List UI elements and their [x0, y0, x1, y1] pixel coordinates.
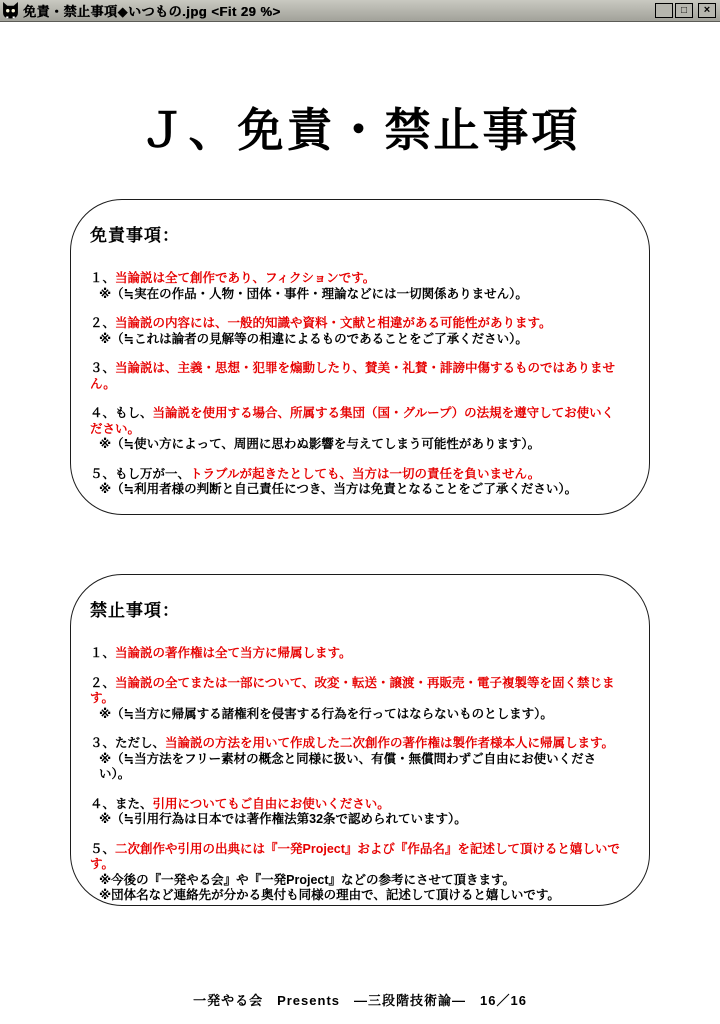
item-note: ※（≒利用者様の判断と自己責任につき、当方は免責となることをご了承ください）。: [99, 482, 578, 496]
list-item: [90, 316, 623, 347]
image-viewport: [0, 22, 720, 1024]
list-item: [90, 646, 623, 662]
item-note: ※（≒これは論者の見解等の相違によるものであることをご了承ください）。: [99, 331, 528, 346]
item-number: ４、もし、: [90, 406, 153, 420]
item-note: ※団体名など連絡先が分かる奥付も同様の理由で、記述して頂けると嬉しいです。: [99, 888, 560, 902]
item-note: ※今後の『一発やる会』や『一発Project』などの参考にさせて頂きます。: [99, 872, 516, 887]
cat-icon[interactable]: [2, 2, 19, 19]
minimize-button[interactable]: _: [655, 3, 673, 18]
window-controls: [653, 3, 716, 18]
prohibition-box: [70, 574, 650, 906]
list-item: [90, 467, 623, 498]
item-number: ５、: [90, 841, 116, 856]
item-text: 引用についてもご自由にお使いください。: [152, 796, 390, 811]
list-item: [90, 271, 623, 302]
list-item: [90, 736, 623, 783]
item-text: 当論説の全てまたは一部について、改変・転送・譲渡・再販売・電子複製等を固く禁じます。: [90, 675, 615, 705]
title-bar[interactable]: [0, 0, 720, 22]
item-number: ３、: [90, 361, 116, 375]
item-text: 当論説は全て創作であり、フィクションです。: [115, 271, 376, 285]
prohibition-heading: 禁止事項：: [90, 601, 180, 620]
item-number: ３、ただし、: [90, 736, 166, 750]
list-item: [90, 797, 623, 828]
item-note: ※（≒引用行為は日本では著作権法第32条で認められています）。: [99, 812, 467, 826]
close-button[interactable]: ×: [698, 3, 716, 18]
item-number: １、: [90, 646, 116, 660]
item-number: ２、: [90, 316, 116, 330]
item-text: 当論説の方法を用いて作成した二次創作の著作権は製作者様本人に帰属します。: [165, 736, 615, 750]
list-item: [90, 842, 623, 904]
disclaimer-heading: 免責事項：: [90, 226, 180, 245]
item-number: ４、また、: [90, 796, 153, 811]
item-text: 当論説は、主義・思想・犯罪を煽動したり、賛美・礼賛・誹謗中傷するものではありません。: [90, 361, 616, 391]
item-number: １、: [90, 271, 116, 285]
item-note: ※（≒当方法をフリー素材の概念と同様に扱い、有償・無償問わずご自由にお使いください）。: [99, 751, 597, 781]
list-item: [90, 406, 623, 453]
item-text: 当論説の著作権は全て当方に帰属します。: [115, 646, 352, 660]
item-text: 当論説を使用する場合、所属する集団（国・グループ）の法規を遵守してお使いください。: [90, 406, 615, 436]
item-text: 当論説の内容には、一般的知識や資料・文献と相違がある可能性があります。: [115, 316, 552, 330]
item-number: ５、もし万が一、: [90, 466, 191, 481]
maximize-button[interactable]: □: [675, 3, 693, 18]
item-number: ２、: [90, 675, 116, 690]
page-title: Ｊ、免責・禁止事項: [139, 104, 581, 156]
item-note: ※（≒当方に帰属する諸権利を侵害する行為を行ってはならないものとします）。: [99, 706, 553, 721]
disclaimer-box: [70, 199, 650, 515]
window-title: 免責・禁止事項◆いつもの.jpg <Fit 29 %>: [23, 4, 281, 19]
item-note: ※（≒使い方によって、周囲に思わぬ影響を与えてしまう可能性があります）。: [99, 437, 541, 451]
page-footer: 一発やる会 Presents ―三段階技術論― 16／16: [193, 993, 527, 1008]
list-item: [90, 361, 623, 392]
list-item: [90, 676, 623, 723]
item-text: 二次創作や引用の出典には『一発Project』および『作品名』を記述して頂けると嬉しいです。: [90, 841, 620, 871]
item-text: トラブルが起きたとしても、当方は一切の責任を負いません。: [190, 466, 541, 481]
item-note: ※（≒実在の作品・人物・団体・事件・理論などには一切関係ありません）。: [99, 286, 528, 301]
